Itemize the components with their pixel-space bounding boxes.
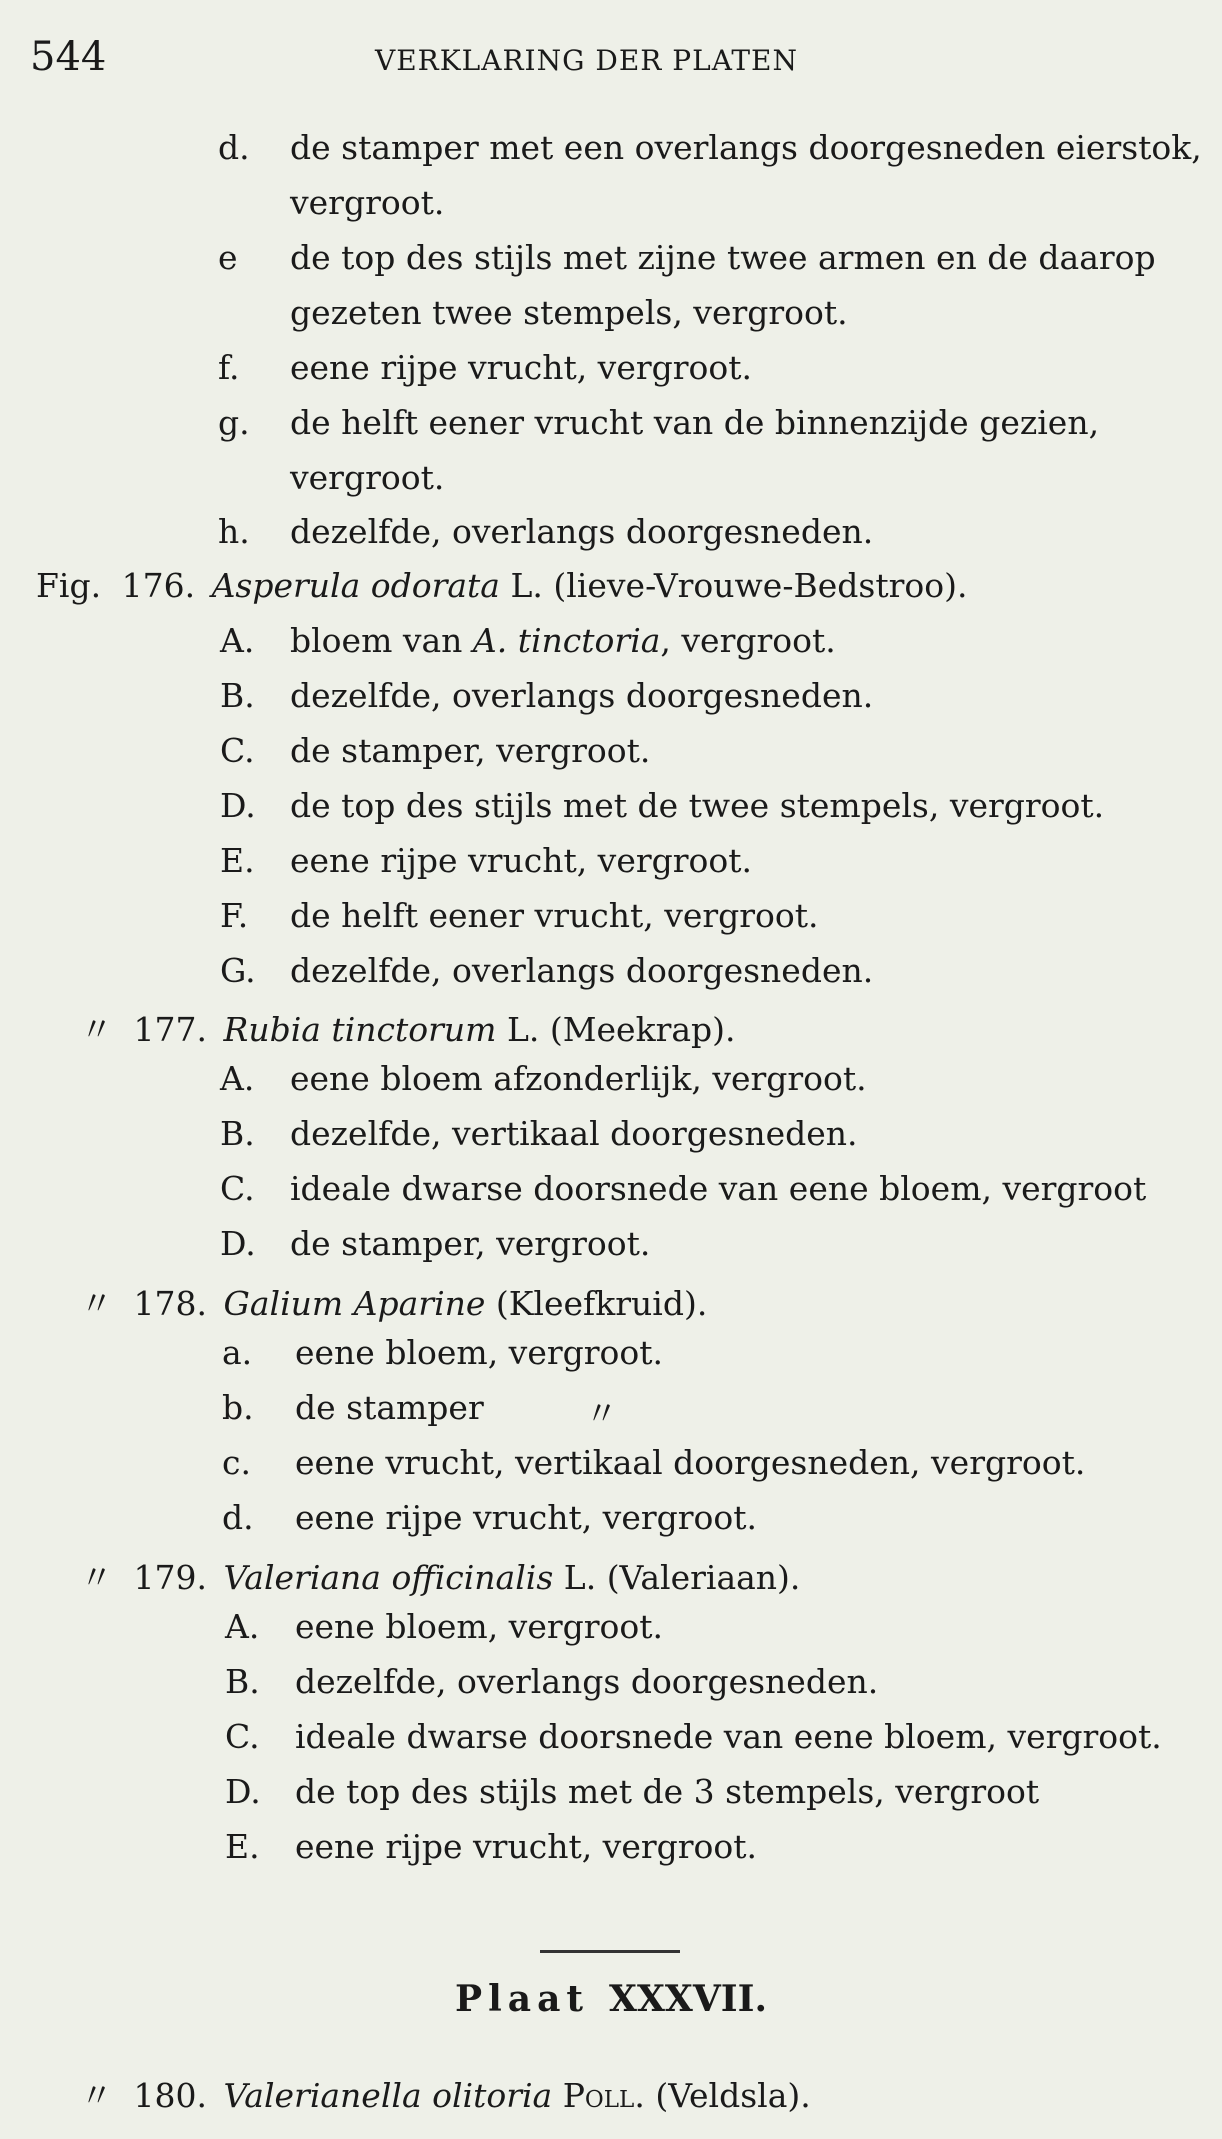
species-name: Valerianella olitoria [223, 2076, 553, 2115]
fig-number: 176. [121, 566, 196, 605]
species-name: Valeriana officinalis [223, 1558, 554, 1597]
fig178-heading [80, 1278, 707, 1325]
plate-heading [0, 1978, 1222, 2020]
fig176-item-B-letter: B. [220, 676, 255, 715]
fig179-item-A-text: eene bloem, vergroot. [295, 1607, 664, 1646]
fig179-item-C-letter: C. [225, 1717, 260, 1756]
fig176-item-D-letter: D. [220, 786, 256, 825]
ditto-mark: 〃 [80, 1558, 113, 1597]
fig177-heading [80, 1004, 736, 1051]
fig-number: 177. [133, 1010, 207, 1049]
species-author: L. [563, 1558, 597, 1597]
fig175-item-e-text: de top des stijls met zijne twee armen en de daarop [290, 238, 1156, 277]
common-name: (Kleefkruid). [495, 1284, 708, 1323]
item-letter: d. [218, 128, 250, 167]
fig175-item-e-cont: gezeten twee stempels, vergroot. [290, 293, 848, 332]
plate-numeral: XXXVII. [609, 1978, 767, 2020]
fig176-heading [36, 566, 967, 605]
fig177-item-A-text: eene bloem afzonderlijk, vergroot. [290, 1059, 867, 1098]
fig175-item-h-letter: h. [218, 512, 250, 551]
fig176-item-E-letter: E. [220, 841, 255, 880]
fig-number: 178. [133, 1284, 207, 1323]
fig175-item-f-text: eene rijpe vrucht, vergroot. [290, 348, 753, 387]
text-post: , vergroot. [660, 621, 836, 660]
fig179-item-D-text: de top des stijls met de 3 stempels, vergroot [295, 1772, 1040, 1811]
fig175-item-d [218, 128, 250, 167]
common-name: (lieve-Vrouwe-Bedstroo). [553, 566, 968, 605]
fig176-item-G-text: dezelfde, overlangs doorgesneden. [290, 951, 874, 990]
fig180-heading [80, 2070, 811, 2117]
fig179-item-E-letter: E. [225, 1827, 260, 1866]
fig-number: 179. [133, 1558, 207, 1597]
fig177-item-A-letter: A. [220, 1059, 255, 1098]
fig175-item-h-text: dezelfde, overlangs doorgesneden. [290, 512, 874, 551]
fig176-item-B-text: dezelfde, overlangs doorgesneden. [290, 676, 874, 715]
page-number: 544 [30, 34, 107, 80]
fig-number: 180. [133, 2076, 207, 2115]
fig179-item-B-text: dezelfde, overlangs doorgesneden. [295, 1662, 879, 1701]
running-title: VERKLARING DER PLATEN [375, 44, 798, 77]
fig178-item-c-text: eene vrucht, vertikaal doorgesneden, vergroot. [295, 1443, 1086, 1482]
fig178-item-d-text: eene rijpe vrucht, vergroot. [295, 1498, 758, 1537]
common-name: (Valeriaan). [606, 1558, 801, 1597]
fig176-item-G-letter: G. [220, 951, 256, 990]
fig175-item-g-letter: g. [218, 403, 250, 442]
section-divider [540, 1950, 680, 1953]
fig176-item-C-letter: C. [220, 731, 255, 770]
fig177-item-D-text: de stamper, vergroot. [290, 1224, 651, 1263]
common-name: (Meekrap). [549, 1010, 736, 1049]
fig175-item-g-text: de helft eener vrucht van de binnenzijde gezien, [290, 403, 1100, 442]
species-name: Rubia tinctorum [223, 1010, 497, 1049]
plate-word: Plaat [455, 1978, 590, 2020]
text-italic: A. tinctoria [472, 621, 661, 660]
fig175-item-d-cont: vergroot. [290, 183, 445, 222]
fig177-item-B-text: dezelfde, vertikaal doorgesneden. [290, 1114, 858, 1153]
fig178-item-c-letter: c. [222, 1443, 251, 1482]
fig178-item-b-letter: b. [222, 1388, 254, 1427]
fig179-item-D-letter: D. [225, 1772, 261, 1811]
species-author: L. [510, 566, 543, 605]
fig176-item-A-letter: A. [220, 621, 255, 660]
species-name: Asperula odorata [211, 566, 500, 605]
fig176-item-D-text: de top des stijls met de twee stempels, vergroot. [290, 786, 1105, 825]
fig178-item-d-letter: d. [222, 1498, 254, 1537]
fig176-item-F-letter: F. [220, 896, 249, 935]
text-pre: bloem van [290, 621, 473, 660]
fig176-item-F-text: de helft eener vrucht, vergroot. [290, 896, 819, 935]
ditto-mark: 〃 [80, 1010, 113, 1049]
fig177-item-C-text: ideale dwarse doorsnede van eene bloem, vergroot [290, 1169, 1147, 1208]
common-name: (Veldsla). [655, 2076, 811, 2115]
fig175-item-e-letter: e [218, 238, 238, 277]
fig177-item-B-letter: B. [220, 1114, 255, 1153]
species-name: Galium Aparine [223, 1284, 486, 1323]
fig178-item-b-text: de stamper [295, 1388, 484, 1427]
fig179-heading [80, 1552, 800, 1599]
ditto-mark: 〃 [80, 1284, 113, 1323]
fig175-item-d-text: de stamper met een overlangs doorgesneden eierstok, [290, 128, 1202, 167]
fig176-item-E-text: eene rijpe vrucht, vergroot. [290, 841, 753, 880]
fig176-item-C-text: de stamper, vergroot. [290, 731, 651, 770]
fig179-item-E-text: eene rijpe vrucht, vergroot. [295, 1827, 758, 1866]
fig-prefix: Fig. [36, 566, 102, 605]
page-header [30, 30, 1195, 90]
fig179-item-A-letter: A. [225, 1607, 260, 1646]
fig176-item-A-text [290, 621, 836, 660]
fig178-item-a-letter: a. [222, 1333, 253, 1372]
fig175-item-g-cont: vergroot. [290, 458, 445, 497]
fig179-item-C-text: ideale dwarse doorsnede van eene bloem, vergroot. [295, 1717, 1162, 1756]
ditto-mark: 〃 [585, 1394, 618, 1433]
species-author: Poll. [562, 2076, 645, 2115]
fig178-item-a-text: eene bloem, vergroot. [295, 1333, 664, 1372]
species-author: L. [506, 1010, 540, 1049]
fig179-item-B-letter: B. [225, 1662, 260, 1701]
fig177-item-C-letter: C. [220, 1169, 255, 1208]
ditto-mark: 〃 [80, 2076, 113, 2115]
fig177-item-D-letter: D. [220, 1224, 256, 1263]
fig175-item-f-letter: f. [218, 348, 240, 387]
